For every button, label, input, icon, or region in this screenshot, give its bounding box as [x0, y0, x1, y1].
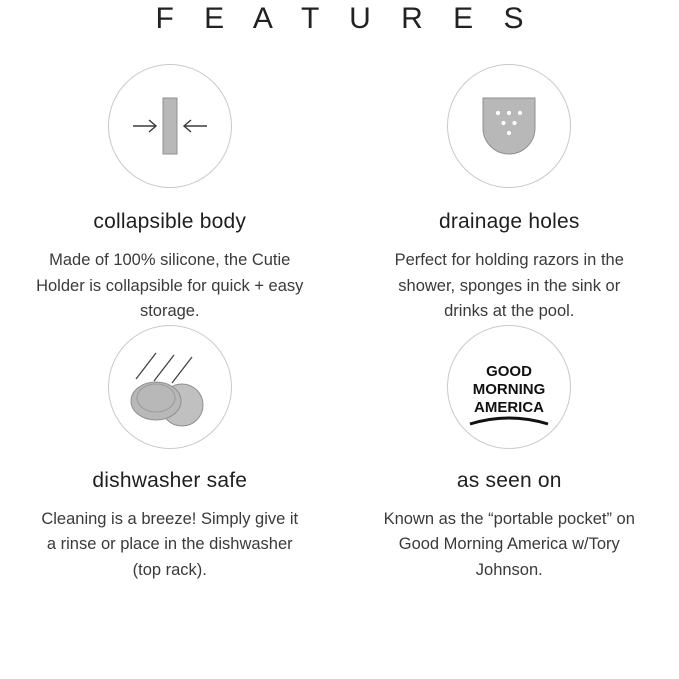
feature-title: collapsible body — [93, 210, 247, 233]
feature-collapsible-body — [0, 64, 340, 325]
feature-title: dishwasher safe — [92, 468, 248, 492]
icon-circle — [108, 325, 232, 449]
features-grid — [0, 64, 679, 585]
collapsible-body-icon — [125, 86, 215, 166]
feature-description: Perfect for holding razors in the shower, sponges in the sink or drinks at the pool. — [394, 251, 624, 321]
logo-line-morning: MORNING — [473, 380, 546, 398]
feature-dishwasher-safe — [0, 325, 340, 586]
logo-line-america: AMERICA — [474, 398, 545, 416]
feature-title: as seen on — [456, 468, 562, 492]
drainage-holes-icon — [469, 88, 549, 164]
feature-title: drainage holes — [438, 210, 580, 233]
page-title: F E A T U R E S — [155, 2, 535, 35]
good-morning-america-logo-icon — [456, 334, 562, 440]
feature-description: Made of 100% silicone, the Cutie Holder is collapsible for quick + easy storage. — [36, 251, 304, 321]
feature-as-seen-on — [340, 325, 679, 586]
feature-description: Cleaning is a breeze! Simply give it a rinse or place in the dishwasher (top rack). — [41, 509, 299, 579]
icon-circle — [108, 64, 232, 188]
feature-drainage-holes — [340, 64, 679, 325]
feature-description: Known as the “portable pocket” on Good Morning America w/Tory Johnson. — [383, 509, 635, 579]
icon-circle — [447, 64, 571, 188]
dishwasher-safe-icon — [120, 339, 220, 435]
logo-line-good: GOOD — [486, 362, 533, 380]
icon-circle — [447, 325, 571, 449]
